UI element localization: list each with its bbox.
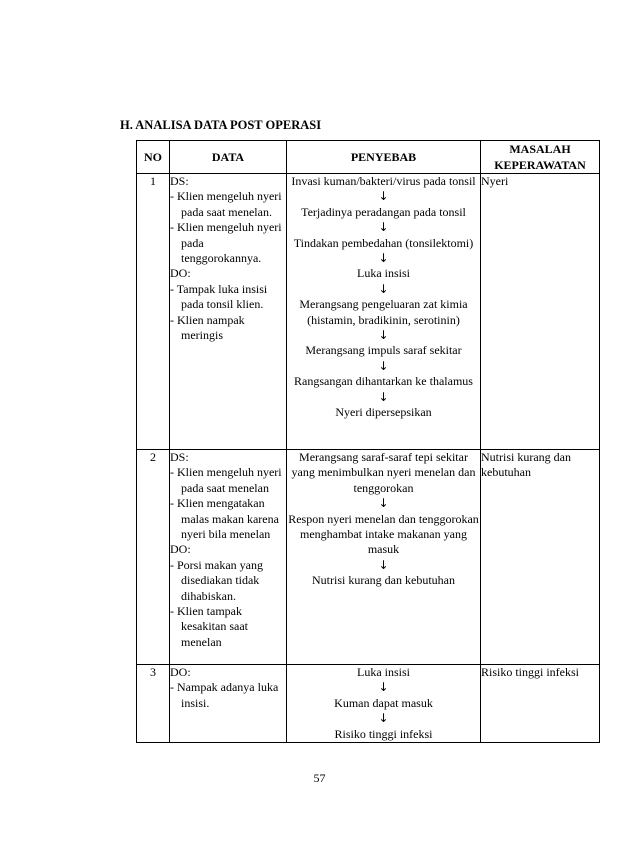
penyebab-step: Luka insisi (357, 266, 410, 281)
penyebab-cell (287, 665, 481, 743)
header-masalah-keperawatan (481, 141, 600, 174)
penyebab-step: Respon nyeri menelan dan tenggorokan menghambat intake makanan yang masuk (288, 511, 479, 557)
penyebab-step: Kuman dapat masuk (334, 695, 433, 710)
data-item: - Klien mengatakan malas makan karena nyeri bila menelan (170, 496, 279, 542)
penyebab-step: Tindakan pembedahan (tonsilektomi) (293, 235, 474, 250)
table-header-row (137, 141, 600, 174)
data-cell (170, 450, 287, 665)
row-number: 1 (137, 174, 170, 450)
penyebab-step: Nutrisi kurang dan kebutuhan (312, 573, 455, 588)
down-arrow-icon: ↓ (378, 358, 389, 373)
down-arrow-icon: ↓ (378, 328, 389, 343)
data-cell (170, 174, 287, 450)
down-arrow-icon: ↓ (378, 281, 389, 296)
down-arrow-icon: ↓ (378, 220, 389, 235)
header-masalah-line1: MASALAH (509, 142, 571, 156)
penyebab-step: Risiko tinggi infeksi (334, 726, 433, 741)
data-label: DS: (170, 174, 189, 188)
data-label: DS: (170, 450, 189, 464)
data-item: - Tampak luka insisi pada tonsil klien. (170, 281, 268, 312)
penyebab-cell (287, 174, 481, 450)
data-item: - Klien tampak kesakitan saat menelan (170, 604, 248, 649)
data-label: DO: (170, 665, 191, 679)
down-arrow-icon: ↓ (378, 251, 389, 266)
down-arrow-icon: ↓ (378, 680, 389, 695)
table-row (137, 174, 600, 450)
data-item: - Klien mengeluh nyeri pada tenggorokannya. (170, 220, 282, 266)
penyebab-step: Rangsangan dihantarkan ke thalamus (294, 374, 473, 389)
down-arrow-icon: ↓ (378, 189, 389, 204)
page-number: 57 (313, 771, 326, 785)
data-cell (170, 665, 287, 743)
down-arrow-icon: ↓ (378, 557, 389, 572)
masalah-keperawatan-cell: Risiko tinggi infeksi (481, 665, 600, 743)
table-row (137, 450, 600, 665)
penyebab-step: Merangsang pengeluaran zat kimia (histamin, bradikinin, serotinin) (299, 297, 468, 327)
masalah-keperawatan-cell: Nutrisi kurang dan kebutuhan (481, 450, 600, 665)
penyebab-step: Luka insisi (357, 665, 410, 679)
data-item: - Klien nampak meringis (170, 312, 245, 343)
down-arrow-icon: ↓ (378, 389, 389, 404)
header-penyebab: PENYEBAB (287, 141, 481, 174)
penyebab-step: Terjadinya peradangan pada tonsil (301, 204, 466, 219)
data-label: DO: (170, 542, 191, 557)
section-heading: H. ANALISA DATA POST OPERASI (120, 118, 322, 132)
data-item: - Nampak adanya luka insisi. (170, 680, 279, 710)
penyebab-step: Merangsang impuls saraf sekitar (305, 343, 462, 358)
data-item: - Klien mengeluh nyeri pada saat menelan (170, 465, 282, 495)
header-masalah-line2: KEPERAWATAN (494, 158, 586, 172)
row-number: 2 (137, 450, 170, 665)
table-row (137, 665, 600, 743)
data-label: DO: (170, 266, 191, 281)
data-item: - Klien mengeluh nyeri pada saat menelan. (170, 189, 282, 219)
penyebab-cell (287, 450, 481, 665)
analisa-data-table (136, 140, 600, 743)
row-number: 3 (137, 665, 170, 743)
penyebab-step: Nyeri dipersepsikan (335, 405, 432, 420)
penyebab-step: Invasi kuman/bakteri/virus pada tonsil (291, 174, 476, 188)
down-arrow-icon: ↓ (378, 711, 389, 726)
down-arrow-icon: ↓ (378, 496, 389, 511)
penyebab-step: Merangsang saraf-saraf tepi sekitar yang menimbulkan nyeri menelan dan tenggorokan (291, 450, 476, 495)
header-no: NO (137, 141, 170, 174)
header-data: DATA (170, 141, 287, 174)
masalah-keperawatan-cell: Nyeri (481, 174, 600, 450)
data-item: - Porsi makan yang disediakan tidak dihabiskan. (170, 557, 263, 603)
